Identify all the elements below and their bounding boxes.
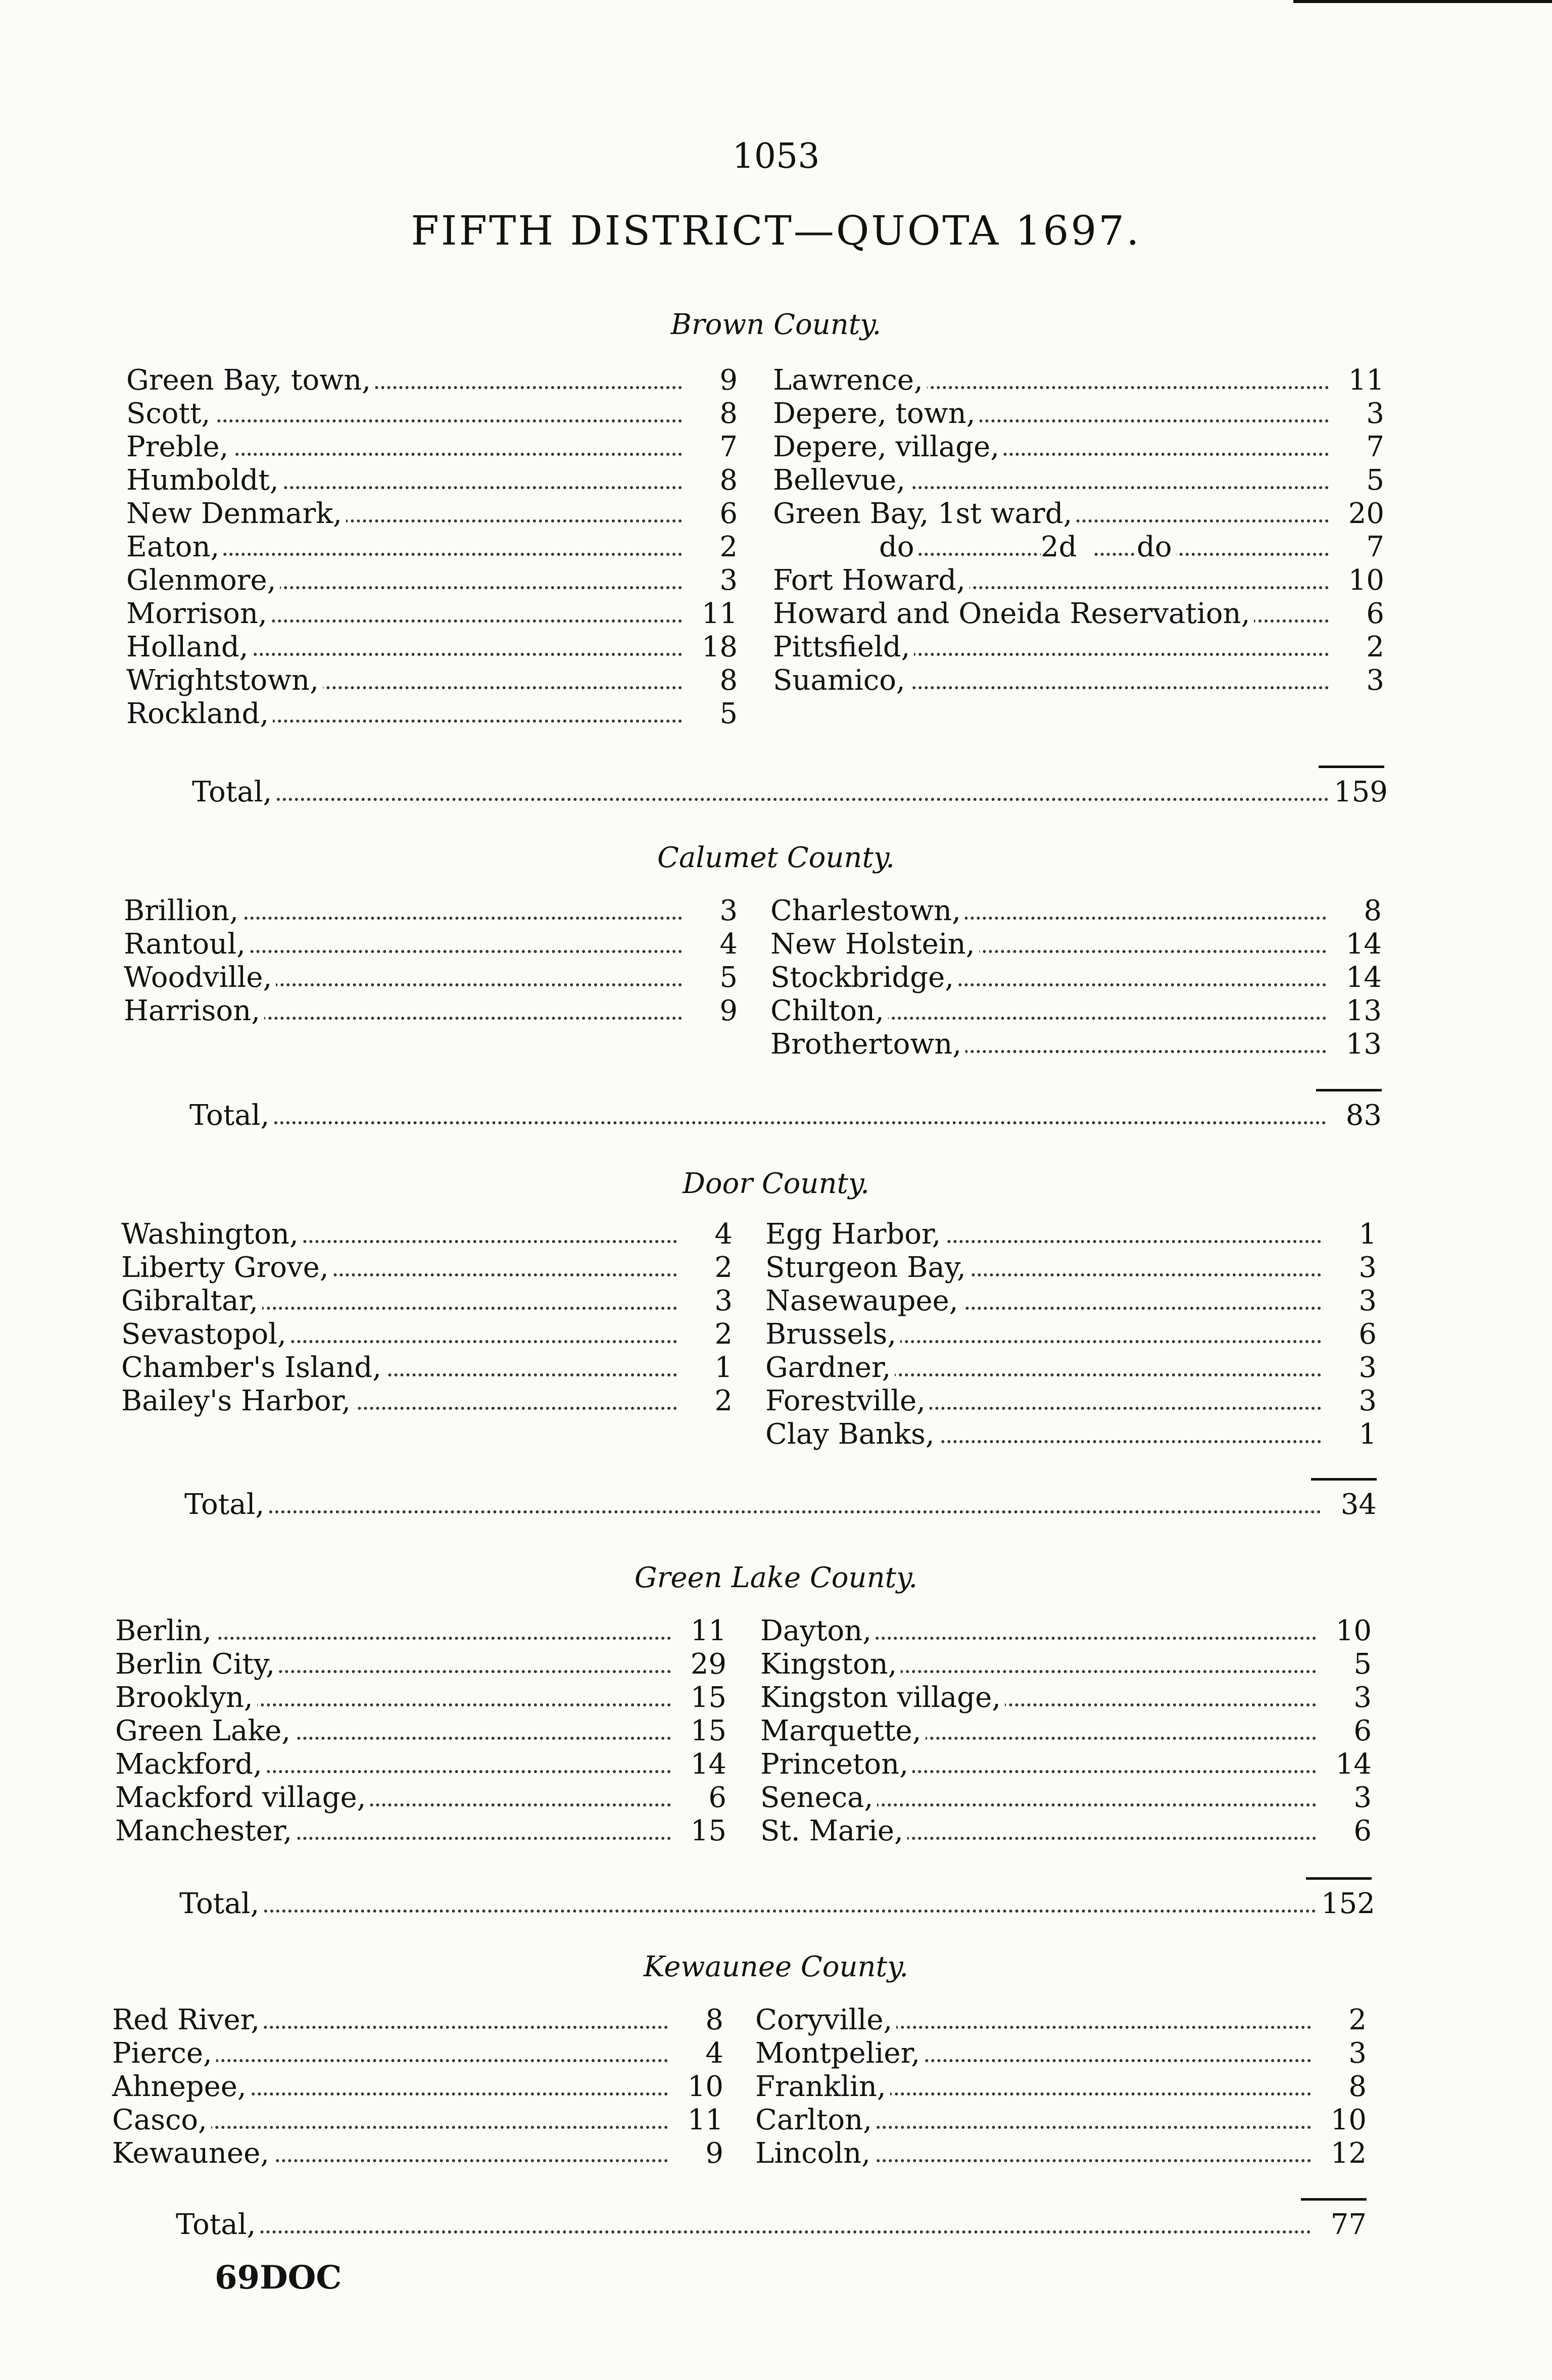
county-heading: Calumet County. <box>657 841 895 874</box>
place-name: Pierce, <box>112 2037 216 2070</box>
quota-value: 2 <box>719 531 738 563</box>
place-name: Coryville, <box>755 2004 896 2037</box>
right-column <box>773 364 1384 697</box>
quota-value: 4 <box>714 1218 733 1251</box>
quota-value: 2 <box>1348 2004 1367 2036</box>
place-name: Red River, <box>112 2004 264 2037</box>
quota-value: 14 <box>1335 1748 1372 1781</box>
place-name: Depere, village, <box>773 431 1003 464</box>
quota-value: 15 <box>690 1815 726 1847</box>
dot-leader <box>176 2230 1311 2233</box>
list-item <box>112 2137 723 2170</box>
total-rule <box>1319 766 1384 768</box>
list-item <box>126 364 738 397</box>
quota-value: 1 <box>1359 1418 1377 1451</box>
quota-value: 20 <box>1348 497 1384 530</box>
place-name: Sturgeon Bay, <box>765 1251 970 1284</box>
quota-value: 9 <box>705 2137 723 2170</box>
total-value: 83 <box>1345 1099 1382 1132</box>
place-name: Liberty Grove, <box>121 1251 333 1284</box>
list-item <box>112 2104 723 2137</box>
place-name: Lawrence, <box>773 364 927 397</box>
list-item <box>760 1648 1372 1681</box>
right-column <box>770 894 1382 1061</box>
list-item <box>770 961 1382 994</box>
list-item <box>126 697 738 731</box>
place-name: Nasewaupee, <box>765 1284 962 1318</box>
place-name: Rockland, <box>126 697 273 731</box>
place-name: Suamico, <box>773 664 909 697</box>
quota-value: 4 <box>705 2037 723 2070</box>
list-item <box>115 1681 726 1715</box>
place-name: Woodville, <box>124 961 276 994</box>
quota-value: 6 <box>1353 1715 1372 1747</box>
left-column <box>124 894 738 1028</box>
quota-value: 11 <box>687 2104 723 2136</box>
right-column <box>755 2004 1367 2170</box>
quota-value: 8 <box>705 2004 723 2036</box>
place-name: Depere, town, <box>773 397 980 431</box>
left-column <box>126 364 738 731</box>
list-item <box>126 564 738 597</box>
place-name: Brothertown, <box>770 1028 965 1061</box>
place-name: Fort Howard, <box>773 564 969 597</box>
list-item <box>755 2004 1367 2037</box>
quota-value: 8 <box>719 664 738 697</box>
list-item <box>770 994 1382 1028</box>
list-item <box>770 894 1382 928</box>
list-item <box>124 894 738 928</box>
quota-value: 5 <box>1366 464 1384 497</box>
quota-value: 3 <box>714 1284 733 1317</box>
place-name: Eaton, <box>126 531 223 564</box>
list-item <box>755 2137 1367 2170</box>
place-name: Wrightstown, <box>126 664 323 697</box>
quota-value: 14 <box>1345 928 1382 961</box>
quota-value: 11 <box>1348 364 1384 397</box>
place-name: Rantoul, <box>124 928 250 961</box>
quota-value: 3 <box>719 894 738 927</box>
quota-value: 3 <box>1353 1681 1372 1714</box>
place-name: Stockbridge, <box>770 961 958 994</box>
quota-value: 3 <box>1359 1284 1377 1317</box>
place-name: Franklin, <box>755 2070 890 2104</box>
place-name: Clay Banks, <box>765 1418 939 1451</box>
place-name: Berlin, <box>115 1614 216 1648</box>
page-title: FIFTH DISTRICT—QUOTA 1697. <box>411 207 1141 254</box>
list-item <box>770 1028 1382 1061</box>
total-value: 159 <box>1334 776 1388 808</box>
list-item <box>115 1715 726 1748</box>
quota-value: 12 <box>1330 2137 1367 2170</box>
list-item <box>760 1815 1372 1848</box>
quota-value: 13 <box>1345 1028 1382 1061</box>
place-name: Seneca, <box>760 1781 877 1815</box>
total-row <box>176 2208 1367 2242</box>
dot-leader <box>179 1910 1316 1913</box>
total-row <box>189 1099 1382 1132</box>
list-item <box>112 2037 723 2070</box>
total-rule <box>1301 2198 1367 2201</box>
list-item <box>765 1218 1377 1251</box>
quota-value: 2 <box>714 1385 733 1417</box>
quota-value: 8 <box>1364 894 1382 927</box>
quota-value: 13 <box>1345 994 1382 1027</box>
quota-value: 5 <box>1353 1648 1372 1681</box>
place-name: Humboldt, <box>126 464 283 497</box>
quota-value: 4 <box>719 928 738 961</box>
place-name: Ahnepee, <box>112 2070 251 2104</box>
ditto-mark: do <box>1137 531 1176 564</box>
quota-value: 18 <box>701 631 738 663</box>
list-item <box>765 1385 1377 1418</box>
list-item <box>770 928 1382 961</box>
total-rule <box>1306 1877 1372 1880</box>
list-item <box>773 431 1384 464</box>
place-name: Carlton, <box>755 2104 876 2137</box>
place-name: Mackford, <box>115 1748 266 1781</box>
total-rule <box>1316 1089 1382 1091</box>
quota-value: 1 <box>714 1351 733 1384</box>
place-name: do <box>773 531 918 564</box>
place-name: Green Bay, 1st ward, <box>773 497 1076 531</box>
quota-value: 6 <box>708 1781 726 1814</box>
quota-value: 9 <box>719 364 738 397</box>
place-name: Washington, <box>121 1218 303 1251</box>
quota-value: 14 <box>1345 961 1382 994</box>
quota-value: 10 <box>1330 2104 1367 2136</box>
left-column <box>115 1614 726 1848</box>
place-name: St. Marie, <box>760 1815 907 1848</box>
top-rule <box>1293 0 1552 3</box>
quota-value: 2 <box>714 1251 733 1284</box>
document-footer: 69DOC <box>215 2259 342 2297</box>
quota-value: 6 <box>1366 597 1384 630</box>
place-name: Casco, <box>112 2104 211 2137</box>
quota-value: 8 <box>719 397 738 430</box>
place-name: Mackford village, <box>115 1781 370 1815</box>
list-item <box>121 1385 733 1418</box>
place-name: Manchester, <box>115 1815 296 1848</box>
list-item <box>760 1614 1372 1648</box>
list-item <box>121 1284 733 1318</box>
right-column <box>765 1218 1377 1451</box>
list-item <box>773 397 1384 431</box>
place-name: Charlestown, <box>770 894 965 928</box>
total-row <box>179 1887 1375 1921</box>
place-name: Green Lake, <box>115 1715 295 1748</box>
place-name: Bellevue, <box>773 464 909 497</box>
place-name: Berlin City, <box>115 1648 279 1681</box>
place-name: Egg Harbor, <box>765 1218 945 1251</box>
place-name: Gardner, <box>765 1351 895 1385</box>
place-name: Sevastopol, <box>121 1318 290 1351</box>
list-item <box>121 1218 733 1251</box>
list-item <box>126 464 738 497</box>
quota-value: 29 <box>690 1648 726 1681</box>
total-row <box>192 776 1388 809</box>
place-name: Montpelier, <box>755 2037 924 2070</box>
list-item <box>121 1318 733 1351</box>
place-name: Lincoln, <box>755 2137 875 2170</box>
dot-leader <box>189 1121 1326 1124</box>
list-item <box>115 1648 726 1681</box>
list-item <box>112 2004 723 2037</box>
right-column <box>760 1614 1372 1848</box>
quota-value: 15 <box>690 1715 726 1747</box>
place-name: Chilton, <box>770 994 888 1028</box>
list-item <box>126 497 738 531</box>
list-item <box>115 1781 726 1815</box>
total-value: 152 <box>1321 1887 1375 1920</box>
place-name: Princeton, <box>760 1748 912 1781</box>
total-value: 77 <box>1330 2208 1367 2241</box>
quota-value: 3 <box>719 564 738 597</box>
list-item <box>126 431 738 464</box>
quota-value: 2 <box>1366 631 1384 663</box>
list-item <box>773 597 1384 631</box>
quota-value: 10 <box>1348 564 1384 597</box>
page-number: 1053 <box>732 136 820 176</box>
quota-value: 6 <box>1353 1815 1372 1847</box>
left-column <box>121 1218 733 1418</box>
quota-value: 1 <box>1359 1218 1377 1251</box>
place-name: Green Bay, town, <box>126 364 375 397</box>
place-name: Gibraltar, <box>121 1284 262 1318</box>
list-item <box>760 1781 1372 1815</box>
place-name: Marquette, <box>760 1715 926 1748</box>
quota-value: 5 <box>719 697 738 730</box>
place-name: Bailey's Harbor, <box>121 1385 355 1418</box>
list-item <box>126 531 738 564</box>
list-item <box>773 464 1384 497</box>
total-label: Total, <box>192 776 276 809</box>
list-item <box>112 2070 723 2104</box>
list-item <box>773 564 1384 597</box>
list-item <box>773 531 1384 564</box>
place-name: Dayton, <box>760 1614 876 1648</box>
list-item <box>765 1284 1377 1318</box>
total-value: 34 <box>1340 1488 1377 1521</box>
list-item <box>765 1351 1377 1385</box>
quota-value: 2 <box>714 1318 733 1351</box>
list-item <box>124 994 738 1028</box>
list-item <box>115 1815 726 1848</box>
total-label: Total, <box>176 2208 260 2242</box>
quota-value: 11 <box>690 1614 726 1647</box>
place-name: Howard and Oneida Reservation, <box>773 597 1254 631</box>
total-label: Total, <box>184 1488 268 1521</box>
ditto-ward: 2d <box>1041 531 1092 564</box>
dot-leader <box>184 1510 1321 1513</box>
list-item <box>773 664 1384 697</box>
list-item <box>124 928 738 961</box>
place-name: Glenmore, <box>126 564 280 597</box>
county-heading: Kewaunee County. <box>643 1950 909 1983</box>
place-name: New Denmark, <box>126 497 346 531</box>
list-item <box>126 664 738 697</box>
place-name: Morrison, <box>126 597 271 631</box>
list-item <box>755 2070 1367 2104</box>
county-heading: Door County. <box>682 1167 870 1200</box>
place-name: New Holstein, <box>770 928 979 961</box>
total-row <box>184 1488 1377 1521</box>
quota-value: 10 <box>687 2070 723 2103</box>
list-item <box>765 1318 1377 1351</box>
total-label: Total, <box>179 1887 263 1921</box>
place-name: Pittsfield, <box>773 631 914 664</box>
list-item <box>126 597 738 631</box>
county-heading: Green Lake County. <box>634 1561 918 1594</box>
total-label: Total, <box>189 1099 273 1132</box>
list-item <box>760 1681 1372 1715</box>
quota-value: 15 <box>690 1681 726 1714</box>
quota-value: 3 <box>1359 1385 1377 1417</box>
list-item <box>115 1748 726 1781</box>
place-name: Kewaunee, <box>112 2137 273 2170</box>
quota-value: 3 <box>1359 1351 1377 1384</box>
place-name: Preble, <box>126 431 232 464</box>
quota-value: 3 <box>1366 397 1384 430</box>
list-item <box>773 364 1384 397</box>
county-heading: Brown County. <box>670 308 882 341</box>
dot-leader <box>192 798 1329 801</box>
place-name: Scott, <box>126 397 214 431</box>
quota-value: 3 <box>1348 2037 1367 2070</box>
quota-value: 3 <box>1359 1251 1377 1284</box>
list-item <box>755 2037 1367 2070</box>
place-name: Brussels, <box>765 1318 900 1351</box>
place-name: Kingston, <box>760 1648 901 1681</box>
quota-value: 14 <box>690 1748 726 1781</box>
list-item <box>760 1748 1372 1781</box>
quota-value: 3 <box>1353 1781 1372 1814</box>
quota-value: 6 <box>719 497 738 530</box>
quota-value: 5 <box>719 961 738 994</box>
quota-value: 11 <box>701 597 738 630</box>
list-item <box>755 2104 1367 2137</box>
list-item <box>121 1351 733 1385</box>
quota-value: 7 <box>1366 531 1384 563</box>
list-item <box>773 497 1384 531</box>
list-item <box>126 397 738 431</box>
place-name: Brooklyn, <box>115 1681 257 1715</box>
list-item <box>124 961 738 994</box>
left-column <box>112 2004 723 2170</box>
list-item <box>773 631 1384 664</box>
place-name: Kingston village, <box>760 1681 1005 1715</box>
quota-value: 8 <box>719 464 738 497</box>
place-name: Holland, <box>126 631 252 664</box>
quota-value: 7 <box>719 431 738 463</box>
quota-value: 7 <box>1366 431 1384 463</box>
list-item <box>765 1251 1377 1284</box>
list-item <box>760 1715 1372 1748</box>
quota-value: 3 <box>1366 664 1384 697</box>
quota-value: 6 <box>1359 1318 1377 1351</box>
place-name: Chamber's Island, <box>121 1351 385 1385</box>
list-item <box>115 1614 726 1648</box>
list-item <box>121 1251 733 1284</box>
place-name: Forestville, <box>765 1385 930 1418</box>
quota-value: 9 <box>719 994 738 1027</box>
place-name: Harrison, <box>124 994 264 1028</box>
quota-value: 8 <box>1348 2070 1367 2103</box>
place-name: Brillion, <box>124 894 243 928</box>
list-item <box>765 1418 1377 1451</box>
quota-value: 10 <box>1335 1614 1372 1647</box>
total-rule <box>1311 1478 1377 1481</box>
list-item <box>126 631 738 664</box>
